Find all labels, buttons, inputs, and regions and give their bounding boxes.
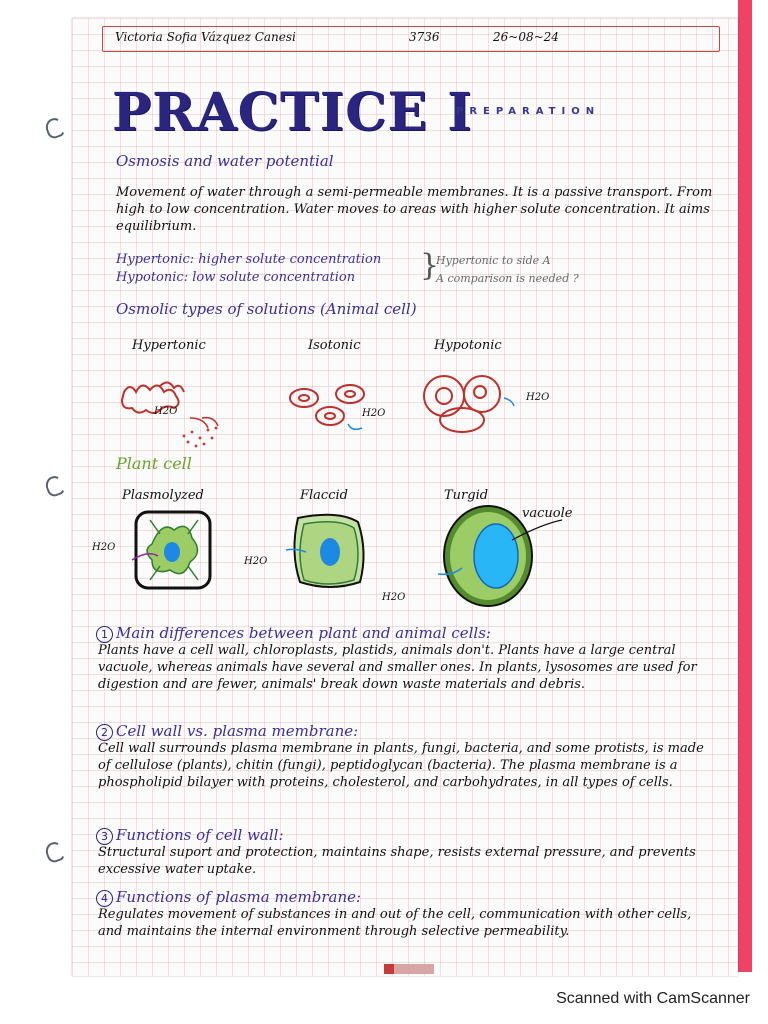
plant-heading: Plant cell xyxy=(116,454,192,473)
student-code: 3736 xyxy=(409,30,440,44)
h2o-label-2: H2O xyxy=(362,408,386,419)
date: 26~08~24 xyxy=(493,30,559,44)
animal-label-hypotonic: Hypotonic xyxy=(434,338,502,353)
plasmolyzed-cell xyxy=(132,512,210,588)
normal-cells xyxy=(290,385,364,425)
plant-label-plasmolyzed: Plasmolyzed xyxy=(122,488,204,503)
swollen-cells xyxy=(424,376,500,432)
arrow-in xyxy=(504,398,514,406)
animal-label-hypertonic: Hypertonic xyxy=(132,338,206,353)
h2o-label-5: H2O xyxy=(244,556,268,567)
header-box xyxy=(102,26,720,52)
animal-label-isotonic: Isotonic xyxy=(308,338,361,353)
notebook-brand-mark xyxy=(384,964,434,974)
section-1-heading: 1 Main differences between plant and animal cells: xyxy=(96,624,491,643)
section-2-heading: 2 Cell wall vs. plasma membrane: xyxy=(96,722,358,741)
notebook-page xyxy=(72,18,738,976)
section-3-heading: 3 Functions of cell wall: xyxy=(96,826,284,845)
side-note-2: A comparison is needed ? xyxy=(436,272,579,285)
vacuole-label: vacuole xyxy=(522,506,573,521)
h2o-label-4: H2O xyxy=(92,542,116,553)
brace: } xyxy=(420,248,440,283)
h2o-label-6: H2O xyxy=(382,592,406,603)
flaccid-cell xyxy=(286,515,364,587)
binder-ring-1 xyxy=(43,116,67,141)
arrow-iso xyxy=(348,424,362,429)
scanner-watermark: Scanned with CamScanner xyxy=(556,990,750,1007)
section-2-text: Cell wall surrounds plasma membrane in plants, fungi, bacteria, and some protists, is made of cellulose (plants), chitin (fungi), peptidoglycan (bacteria). The plasma membrane is a phospholipid bilayer with proteins, cholesterol, and carbohydrates, in all types of cells. xyxy=(98,741,704,790)
animal-heading: Osmolic types of solutions (Animal cell) xyxy=(116,300,417,318)
page-title: PRACTICE I xyxy=(112,82,473,143)
hypotonic-definition: Hypotonic: low solute concentration xyxy=(116,270,356,285)
student-name: Victoria Sofia Vázquez Canesi xyxy=(115,30,296,44)
notebook-red-edge xyxy=(738,0,752,972)
section-1-number: 1 xyxy=(96,626,113,643)
section-3-number: 3 xyxy=(96,828,113,845)
page-subtitle: PREPARATION xyxy=(456,106,601,117)
section-4-text: Regulates movement of substances in and out of the cell, communication with other cells, and maintains the internal environment through selective permeability. xyxy=(98,907,692,939)
binder-ring-3 xyxy=(43,840,67,865)
section-4-number: 4 xyxy=(96,890,113,907)
plant-label-flaccid: Flaccid xyxy=(300,488,348,503)
section-3-text: Structural suport and protection, maintains shape, resists external pressure, and prevents excessive water uptake. xyxy=(98,845,696,877)
plant-label-turgid: Turgid xyxy=(444,488,489,503)
side-note-1: Hypertonic to side A xyxy=(436,254,551,267)
h2o-label-1: H2O xyxy=(154,406,178,417)
section-2-number: 2 xyxy=(96,724,113,741)
h2o-label-3: H2O xyxy=(526,392,550,403)
arrow-out xyxy=(190,418,208,428)
hypertonic-definition: Hypertonic: higher solute concentration xyxy=(116,252,382,267)
water-dots xyxy=(183,427,218,448)
animal-cells-diagram xyxy=(112,358,672,448)
turgid-cell xyxy=(438,506,562,606)
binder-ring-2 xyxy=(43,474,67,499)
section-4-heading: 4 Functions of plasma membrane: xyxy=(96,888,361,907)
osmosis-paragraph: Movement of water through a semi-permeable membranes. It is a passive transport. From high to low concentration. Water moves to areas with higher solute concentration. It aims equilibrium. xyxy=(116,185,713,234)
osmosis-heading: Osmosis and water potential xyxy=(116,152,334,170)
plant-cells-diagram xyxy=(112,504,632,624)
section-1-text: Plants have a cell wall, chloroplasts, plastids, animals don't. Plants have a large central vacuole, whereas animals have several and smaller ones. In plants, lysosomes are used for digestion and are fewer, animals' break down waste materials and debris. xyxy=(98,643,697,692)
